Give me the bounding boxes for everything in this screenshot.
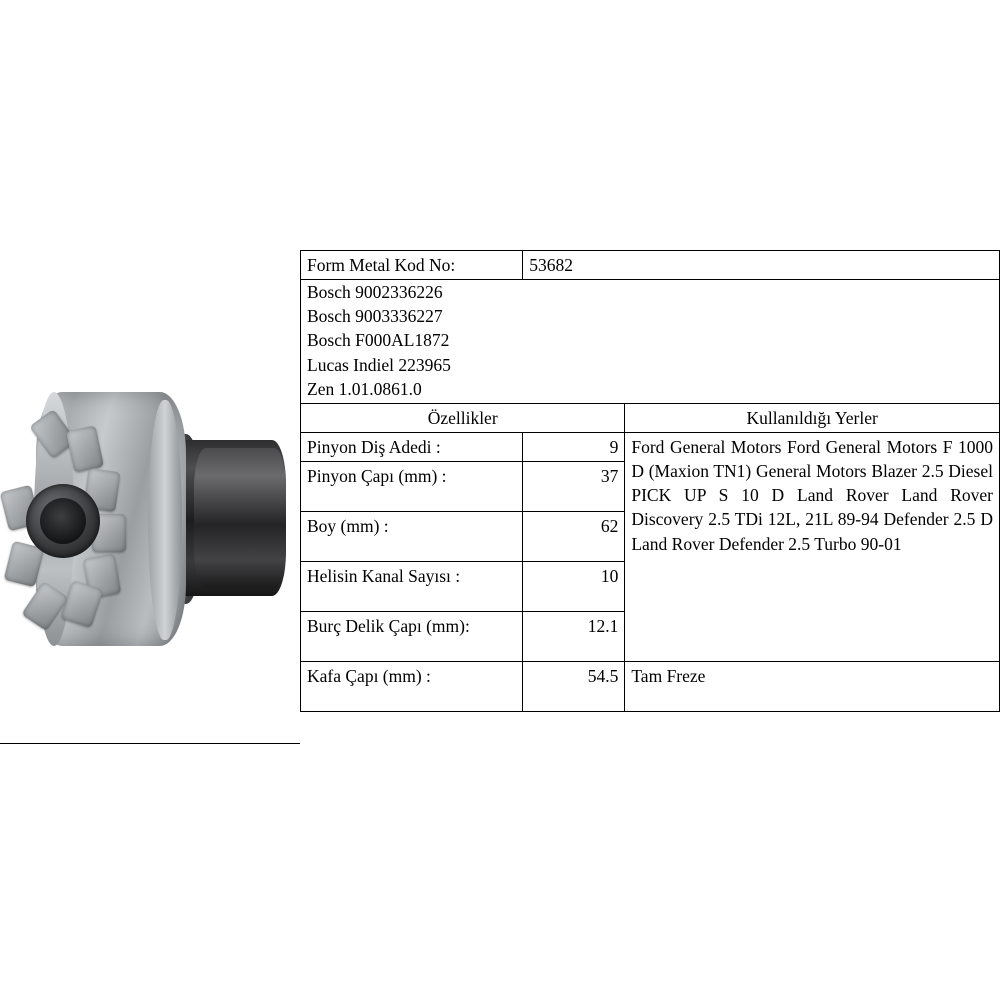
product-image-panel — [0, 248, 300, 744]
usage-note: Tam Freze — [625, 662, 1000, 712]
oem-code-line: Zen 1.01.0861.0 — [307, 378, 422, 399]
pinion-teeth-group — [8, 414, 128, 626]
oem-code-list — [301, 280, 1000, 404]
oem-code-line: Bosch 9002336226 — [307, 282, 443, 303]
clutch-housing-inner — [194, 448, 286, 588]
product-spec-table — [300, 250, 1000, 712]
usage-text: Ford General Motors Ford General Motors F 1000 D (Maxion TN1) General Motors Blazer 2.5 Diesel PICK UP S 10 D Land Rover Land Rover Discovery 2.5 TDi 12L, 21L 89-94 Defender 2.5 D Land Rover Defender 2.5 Turbo 90-01 — [625, 432, 1000, 661]
spec-label: Pinyon Çapı (mm) : — [301, 462, 523, 512]
starter-drive-pinion-illustration — [8, 348, 298, 668]
table-header-row — [301, 403, 1000, 432]
spec-label: Boy (mm) : — [301, 512, 523, 562]
panel-divider — [0, 743, 300, 744]
specs-column-header: Özellikler — [301, 403, 625, 432]
oem-code-line: Bosch F000AL1872 — [307, 330, 450, 351]
usage-column-header: Kullanıldığı Yerler — [625, 403, 1000, 432]
spec-value: 54.5 — [523, 662, 625, 712]
spec-value: 10 — [523, 562, 625, 612]
table-row — [301, 432, 1000, 461]
spec-value: 37 — [523, 462, 625, 512]
form-metal-kod-value: 53682 — [523, 251, 1000, 280]
drum-rim — [148, 400, 182, 640]
table-row-code — [301, 251, 1000, 280]
spec-label: Helisin Kanal Sayısı : — [301, 562, 523, 612]
oem-code-line: Bosch 9003336227 — [307, 306, 443, 327]
spec-value: 62 — [523, 512, 625, 562]
pinion-bore — [40, 498, 86, 544]
spec-label: Burç Delik Çapı (mm): — [301, 612, 523, 662]
oem-code-line: Lucas Indiel 223965 — [307, 354, 451, 375]
table-row — [301, 662, 1000, 712]
spec-label: Kafa Çapı (mm) : — [301, 662, 523, 712]
spec-value: 12.1 — [523, 612, 625, 662]
spec-label: Pinyon Diş Adedi : — [301, 432, 523, 461]
form-metal-kod-label: Form Metal Kod No: — [301, 251, 523, 280]
table-row-oem-codes — [301, 280, 1000, 404]
spec-value: 9 — [523, 432, 625, 461]
